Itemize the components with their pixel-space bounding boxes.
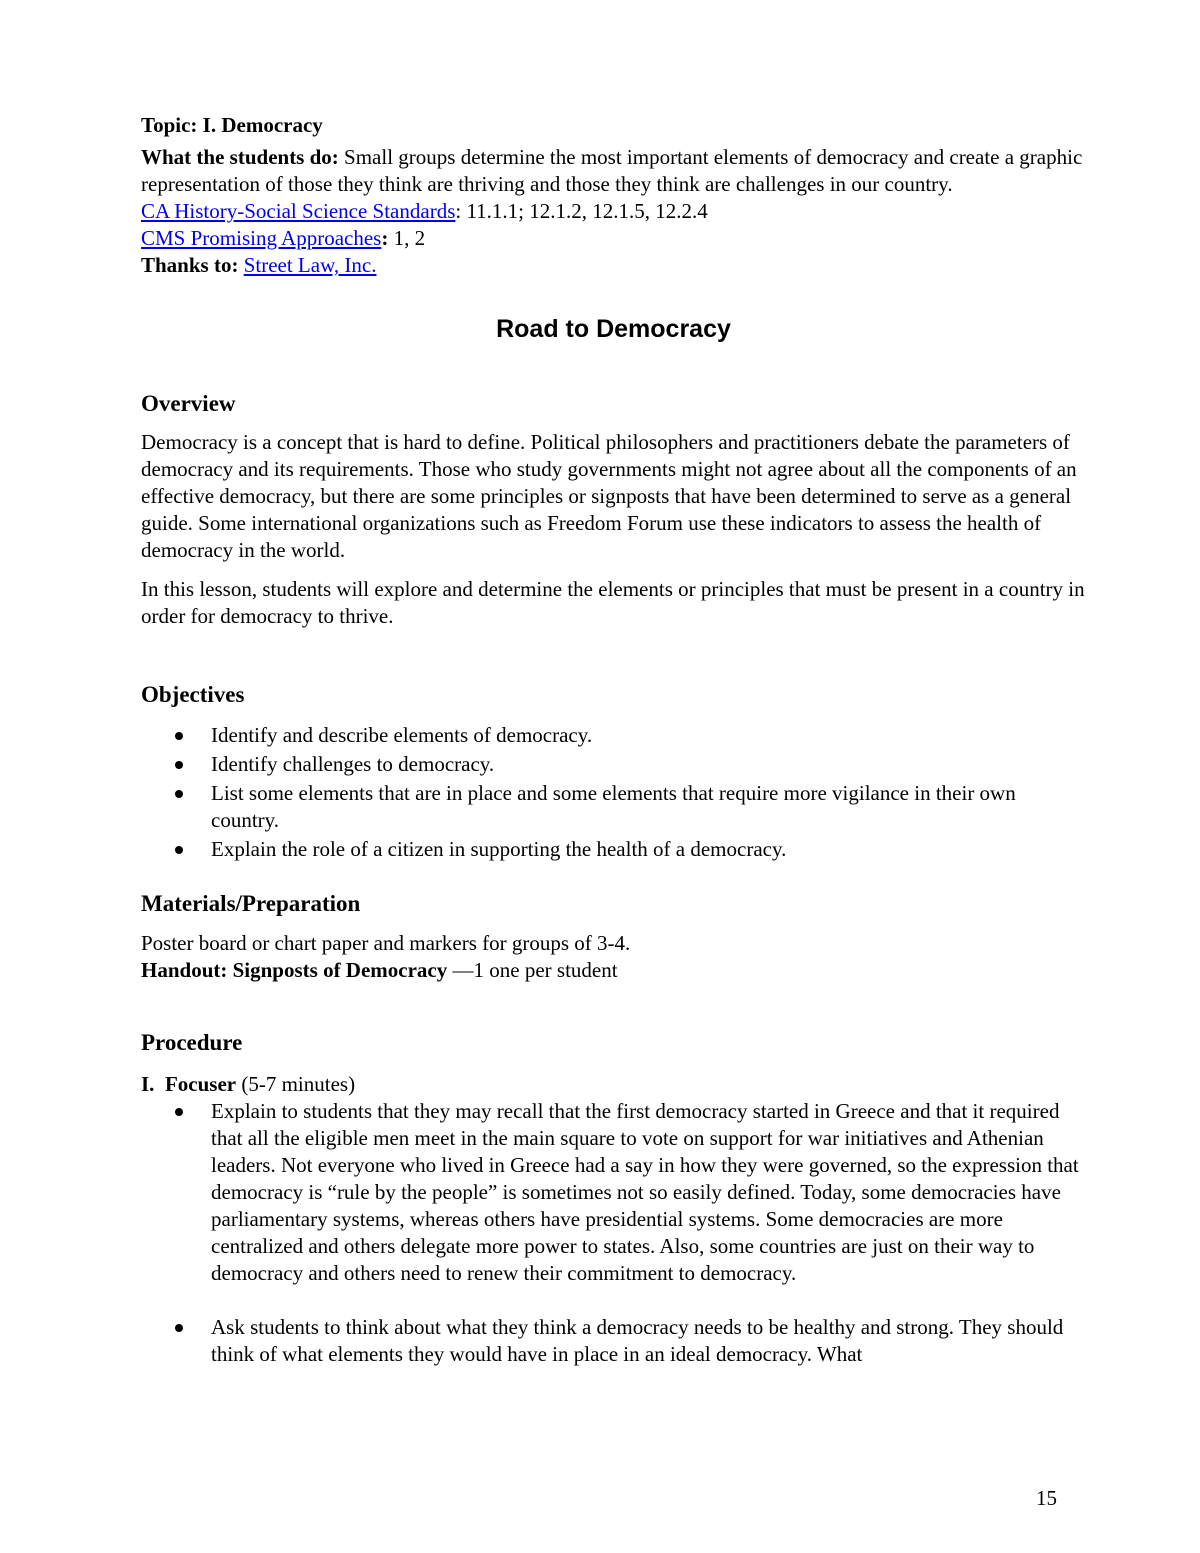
step-label: Focuser xyxy=(164,1072,237,1096)
materials-section xyxy=(141,889,1086,984)
procedure-list xyxy=(141,1098,1086,1368)
handout-note: —1 one per student xyxy=(447,958,618,982)
step-numeral: I. xyxy=(141,1072,155,1096)
procedure-section xyxy=(141,1028,1086,1368)
page-title: Road to Democracy xyxy=(496,315,731,343)
procedure-item: Explain to students that they may recall that the first democracy started in Greece and that it required that all the eligible men meet in the main square to vote on support for war initiatives and Athenian leaders. Not everyone who lived in Greece had a say in how they were governed, so the expression that democracy is “rule by the people” is sometimes not so easily defined. Today, some democracies have parliamentary systems, whereas others have presidential systems. Some democracies are more centralized and others delegate more power to states. Also, some countries are just on their way to democracy and others need to renew their commitment to democracy. xyxy=(141,1098,1086,1287)
handout-line xyxy=(141,957,1086,984)
topic-value: I. Democracy xyxy=(202,113,323,137)
objectives-section xyxy=(141,680,1086,863)
objective-item: Identify and describe elements of democracy. xyxy=(141,722,1086,749)
objectives-heading: Objectives xyxy=(141,682,245,707)
cms-link[interactable]: CMS Promising Approaches xyxy=(141,226,382,250)
procedure-heading: Procedure xyxy=(141,1030,243,1055)
procedure-item: Ask students to think about what they think a democracy needs to be healthy and strong. They should think of what elements they would have in place in an ideal democracy. What xyxy=(141,1314,1086,1368)
what-students-do-text: Small groups determine the most important elements of democracy and create a graphic representation of those they think are thriving and those they think are challenges in our country. xyxy=(141,145,1083,196)
step-time: (5-7 minutes) xyxy=(236,1072,356,1096)
overview-paragraph-2: In this lesson, students will explore and determine the elements or principles that must be present in a country in order for democracy to thrive. xyxy=(141,577,1085,628)
focuser-step xyxy=(141,1071,1086,1098)
handout-label: Handout: Signposts of Democracy xyxy=(141,958,448,982)
thanks-label: Thanks to: xyxy=(141,253,239,277)
what-students-do-label: What the students do: xyxy=(141,145,339,169)
overview-section xyxy=(141,389,1086,630)
cms-values: 1, 2 xyxy=(388,226,426,250)
materials-line: Poster board or chart paper and markers for groups of 3-4. xyxy=(141,931,631,955)
objective-item: Explain the role of a citizen in supporting the health of a democracy. xyxy=(141,836,1086,863)
materials-heading: Materials/Preparation xyxy=(141,891,361,916)
overview-heading: Overview xyxy=(141,391,236,416)
cms-colon: : xyxy=(381,226,389,250)
overview-paragraph-1: Democracy is a concept that is hard to define. Political philosophers and practitioners debate the parameters of democracy and its requirements. Those who study governments might not agree about all the components of an effective democracy, but there are some principles or signposts that have been determined to serve as a general guide. Some international organizations such as Freedom Forum use these indicators to assess the health of democracy in the world. xyxy=(141,430,1077,562)
objective-item: Identify challenges to democracy. xyxy=(141,751,1086,778)
objectives-list xyxy=(141,722,1086,863)
page-number: 15 xyxy=(1036,1486,1057,1510)
document-page xyxy=(141,112,1086,1368)
standards-line xyxy=(141,198,1086,225)
what-students-do-line xyxy=(141,144,1086,198)
objective-item: List some elements that are in place and some elements that require more vigilance in their own country. xyxy=(141,780,1086,834)
lesson-header xyxy=(141,112,1086,279)
standards-link[interactable]: CA History-Social Science Standards xyxy=(141,199,456,223)
cms-line xyxy=(141,225,1086,252)
street-law-link[interactable]: Street Law, Inc. xyxy=(243,253,377,277)
topic-label: Topic: xyxy=(141,113,198,137)
topic-line xyxy=(141,112,1086,139)
thanks-line xyxy=(141,252,1086,279)
standards-values: : 11.1.1; 12.1.2, 12.1.5, 12.2.4 xyxy=(455,199,708,223)
